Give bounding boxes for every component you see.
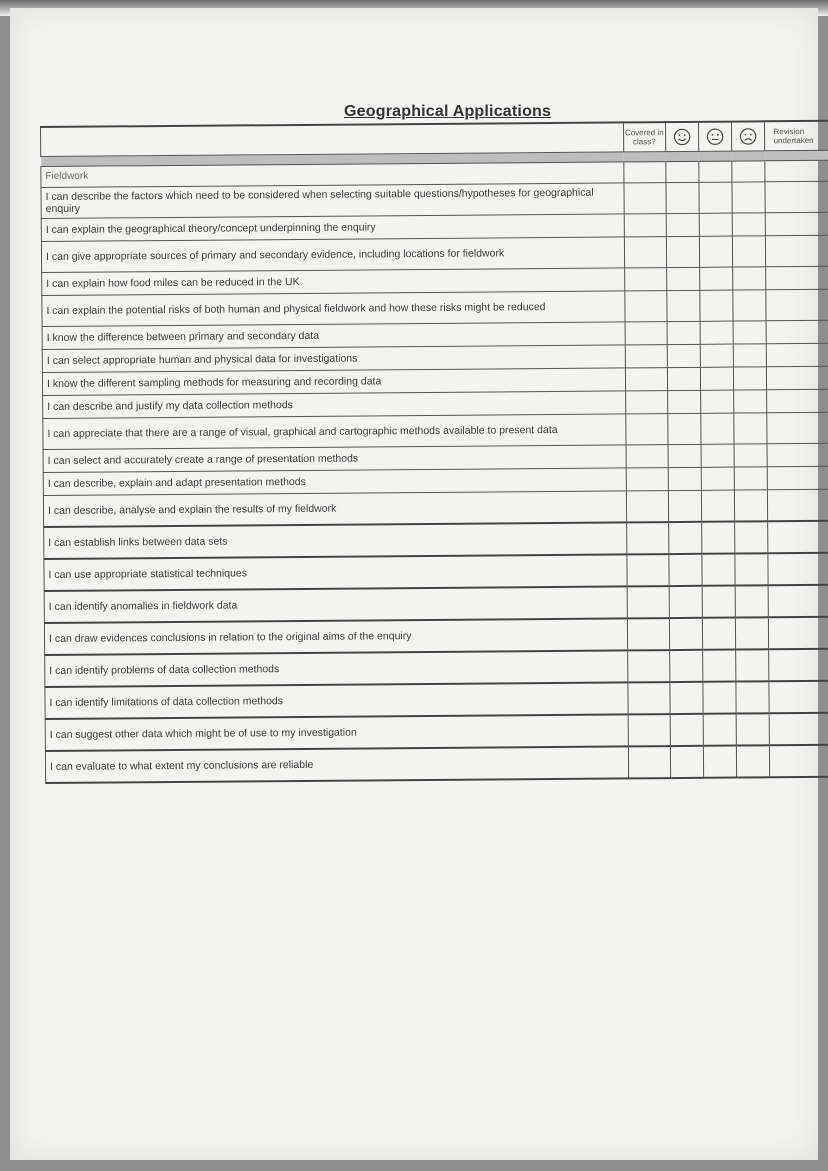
sad-header — [732, 121, 766, 151]
covered-header: Covered in class? — [623, 122, 665, 152]
cell-neutral[interactable] — [699, 182, 733, 213]
cell-sad[interactable] — [733, 267, 766, 290]
row-statement: I can appreciate that there are a range of visual, graphical and cartographic methods available to present data — [43, 414, 626, 450]
cell-sad[interactable] — [734, 390, 767, 413]
cell-revision[interactable] — [769, 681, 828, 714]
cell-covered[interactable] — [624, 237, 666, 268]
row-statement: I can describe the factors which need to be considered when selecting suitable questions/hypotheses for geographical enquiry — [41, 183, 624, 219]
cell-neutral[interactable] — [700, 321, 733, 344]
row-statement: I can evaluate to what extent my conclusions are reliable — [45, 746, 628, 783]
cell-covered[interactable] — [625, 345, 667, 368]
cell-revision[interactable] — [766, 266, 828, 290]
cell-revision[interactable] — [767, 343, 828, 367]
cell-neutral[interactable] — [699, 213, 732, 236]
cell-neutral[interactable] — [699, 161, 732, 182]
cell-sad[interactable] — [734, 367, 767, 390]
row-statement: I can use appropriate statistical techniques — [44, 554, 627, 591]
row-statement: I can identify problems of data collection methods — [45, 650, 628, 687]
cell-sad[interactable] — [733, 344, 766, 367]
cell-covered[interactable] — [627, 554, 669, 586]
happy-header — [665, 122, 699, 152]
row-statement: I can explain the potential risks of both human and physical fieldwork and how these risks might be reduced — [42, 291, 625, 327]
cell-sad[interactable] — [732, 161, 765, 182]
cell-sad[interactable] — [732, 182, 766, 213]
cell-neutral[interactable] — [702, 586, 736, 618]
cell-happy[interactable] — [667, 367, 700, 390]
row-statement: I can identify limitations of data collection methods — [45, 682, 628, 719]
revision-header: Revision undertaken — [765, 121, 828, 151]
cell-sad[interactable] — [733, 321, 766, 344]
cell-covered[interactable] — [625, 391, 667, 414]
cell-covered[interactable] — [627, 586, 669, 618]
cell-revision[interactable] — [765, 181, 828, 213]
cell-revision[interactable] — [766, 235, 828, 267]
cell-covered[interactable] — [624, 214, 666, 237]
cell-happy[interactable] — [665, 161, 698, 182]
cell-covered[interactable] — [627, 618, 669, 650]
cell-covered[interactable] — [625, 322, 667, 345]
cell-neutral[interactable] — [703, 714, 737, 746]
cell-sad[interactable] — [736, 713, 770, 745]
cell-revision[interactable] — [769, 585, 828, 618]
cell-covered[interactable] — [626, 414, 668, 445]
cell-neutral[interactable] — [700, 344, 733, 367]
cell-covered[interactable] — [628, 650, 670, 682]
cell-happy[interactable] — [668, 467, 701, 490]
cell-sad[interactable] — [736, 681, 770, 713]
cell-sad[interactable] — [736, 649, 770, 681]
cell-revision[interactable] — [767, 389, 828, 413]
cell-covered[interactable] — [626, 468, 668, 491]
cell-happy[interactable] — [666, 236, 700, 267]
row-statement: I can describe and justify my data collection methods — [43, 391, 626, 419]
cell-neutral[interactable] — [701, 490, 735, 522]
row-statement: I can describe, explain and adapt presentation methods — [43, 468, 626, 496]
cell-revision[interactable] — [767, 412, 828, 444]
happy-face-icon — [673, 128, 691, 146]
cell-sad[interactable] — [735, 553, 769, 585]
cell-covered[interactable] — [628, 746, 670, 778]
cell-revision[interactable] — [768, 521, 828, 554]
cell-neutral[interactable] — [701, 444, 734, 467]
cell-happy[interactable] — [666, 267, 699, 290]
page-title: Geographical Applications — [344, 103, 552, 120]
cell-happy[interactable] — [667, 321, 700, 344]
row-statement: I can identify anomalies in fieldwork data — [44, 586, 627, 623]
cell-sad[interactable] — [735, 585, 769, 617]
cell-neutral[interactable] — [703, 682, 737, 714]
cell-neutral[interactable] — [699, 236, 733, 267]
cell-covered[interactable] — [624, 183, 666, 214]
cell-revision[interactable] — [766, 289, 828, 321]
cell-happy[interactable] — [666, 290, 700, 321]
cell-revision[interactable] — [766, 320, 828, 344]
cell-neutral[interactable] — [699, 267, 732, 290]
cell-revision[interactable] — [770, 713, 828, 746]
cell-neutral[interactable] — [701, 467, 734, 490]
cell-covered[interactable] — [624, 162, 666, 183]
cell-happy[interactable] — [668, 490, 702, 522]
cell-revision[interactable] — [769, 649, 828, 682]
cell-neutral[interactable] — [703, 746, 737, 778]
row-statement: I can explain the geographical theory/concept underpinning the enquiry — [41, 214, 624, 242]
header-blank — [41, 122, 624, 156]
table-row — [45, 745, 828, 783]
cell-sad[interactable] — [735, 521, 769, 553]
checklist-sheet — [40, 120, 828, 784]
row-statement: I can establish links between data sets — [44, 522, 627, 559]
cell-revision[interactable] — [768, 553, 828, 586]
cell-sad[interactable] — [734, 467, 767, 490]
cell-happy[interactable] — [669, 650, 703, 682]
cell-revision[interactable] — [770, 745, 828, 778]
row-statement: I can give appropriate sources of primary and secondary evidence, including locations for fieldwork — [41, 237, 624, 273]
cell-neutral[interactable] — [702, 650, 736, 682]
cell-neutral[interactable] — [700, 390, 733, 413]
cell-neutral[interactable] — [702, 554, 736, 586]
cell-happy[interactable] — [670, 714, 704, 746]
cell-covered[interactable] — [625, 368, 667, 391]
row-statement: I know the different sampling methods for measuring and recording data — [42, 368, 625, 396]
cell-happy[interactable] — [669, 618, 703, 650]
cell-neutral[interactable] — [701, 522, 735, 554]
cell-revision[interactable] — [765, 160, 828, 182]
checklist-table — [40, 120, 828, 784]
cell-covered[interactable] — [626, 491, 668, 523]
row-statement: I can explain how food miles can be reduced in the UK — [42, 268, 625, 296]
cell-covered[interactable] — [628, 714, 670, 746]
cell-neutral[interactable] — [700, 367, 733, 390]
cell-sad[interactable] — [735, 617, 769, 649]
cell-sad[interactable] — [734, 413, 768, 444]
cell-sad[interactable] — [734, 444, 767, 467]
cell-happy[interactable] — [667, 344, 700, 367]
cell-covered[interactable] — [627, 522, 669, 554]
cell-covered[interactable] — [625, 268, 667, 291]
neutral-face-icon — [706, 128, 724, 146]
cell-sad[interactable] — [736, 745, 770, 777]
cell-happy[interactable] — [670, 746, 704, 778]
cell-neutral[interactable] — [702, 618, 736, 650]
cell-covered[interactable] — [626, 445, 668, 468]
cell-happy[interactable] — [668, 522, 702, 554]
cell-revision[interactable] — [768, 489, 828, 521]
cell-happy[interactable] — [665, 182, 699, 213]
cell-sad[interactable] — [734, 490, 768, 522]
cell-happy[interactable] — [668, 444, 701, 467]
cell-neutral[interactable] — [701, 413, 735, 444]
row-statement: I can select appropriate human and physical data for investigations — [42, 345, 625, 373]
cell-neutral[interactable] — [700, 290, 734, 321]
row-statement: I can select and accurately create a range of presentation methods — [43, 445, 626, 473]
cell-happy[interactable] — [669, 682, 703, 714]
sad-face-icon — [739, 127, 757, 145]
cell-happy[interactable] — [669, 586, 703, 618]
cell-sad[interactable] — [733, 290, 767, 321]
cell-revision[interactable] — [767, 366, 828, 390]
cell-sad[interactable] — [732, 213, 765, 236]
cell-covered[interactable] — [625, 291, 667, 322]
cell-revision[interactable] — [768, 466, 828, 490]
cell-sad[interactable] — [732, 236, 766, 267]
cell-revision[interactable] — [767, 443, 828, 467]
cell-revision[interactable] — [769, 617, 828, 650]
cell-happy[interactable] — [668, 554, 702, 586]
section-label: Fieldwork — [41, 162, 624, 188]
neutral-header — [698, 122, 732, 152]
cell-happy[interactable] — [667, 413, 701, 444]
row-statement: I know the difference between primary and secondary data — [42, 322, 625, 350]
cell-covered[interactable] — [628, 682, 670, 714]
cell-happy[interactable] — [666, 213, 699, 236]
row-statement: I can describe, analyse and explain the results of my fieldwork — [43, 491, 626, 527]
row-statement: I can draw evidences conclusions in relation to the original aims of the enquiry — [44, 618, 627, 655]
cell-revision[interactable] — [766, 212, 828, 236]
cell-happy[interactable] — [667, 390, 700, 413]
row-statement: I can suggest other data which might be of use to my investigation — [45, 714, 628, 751]
